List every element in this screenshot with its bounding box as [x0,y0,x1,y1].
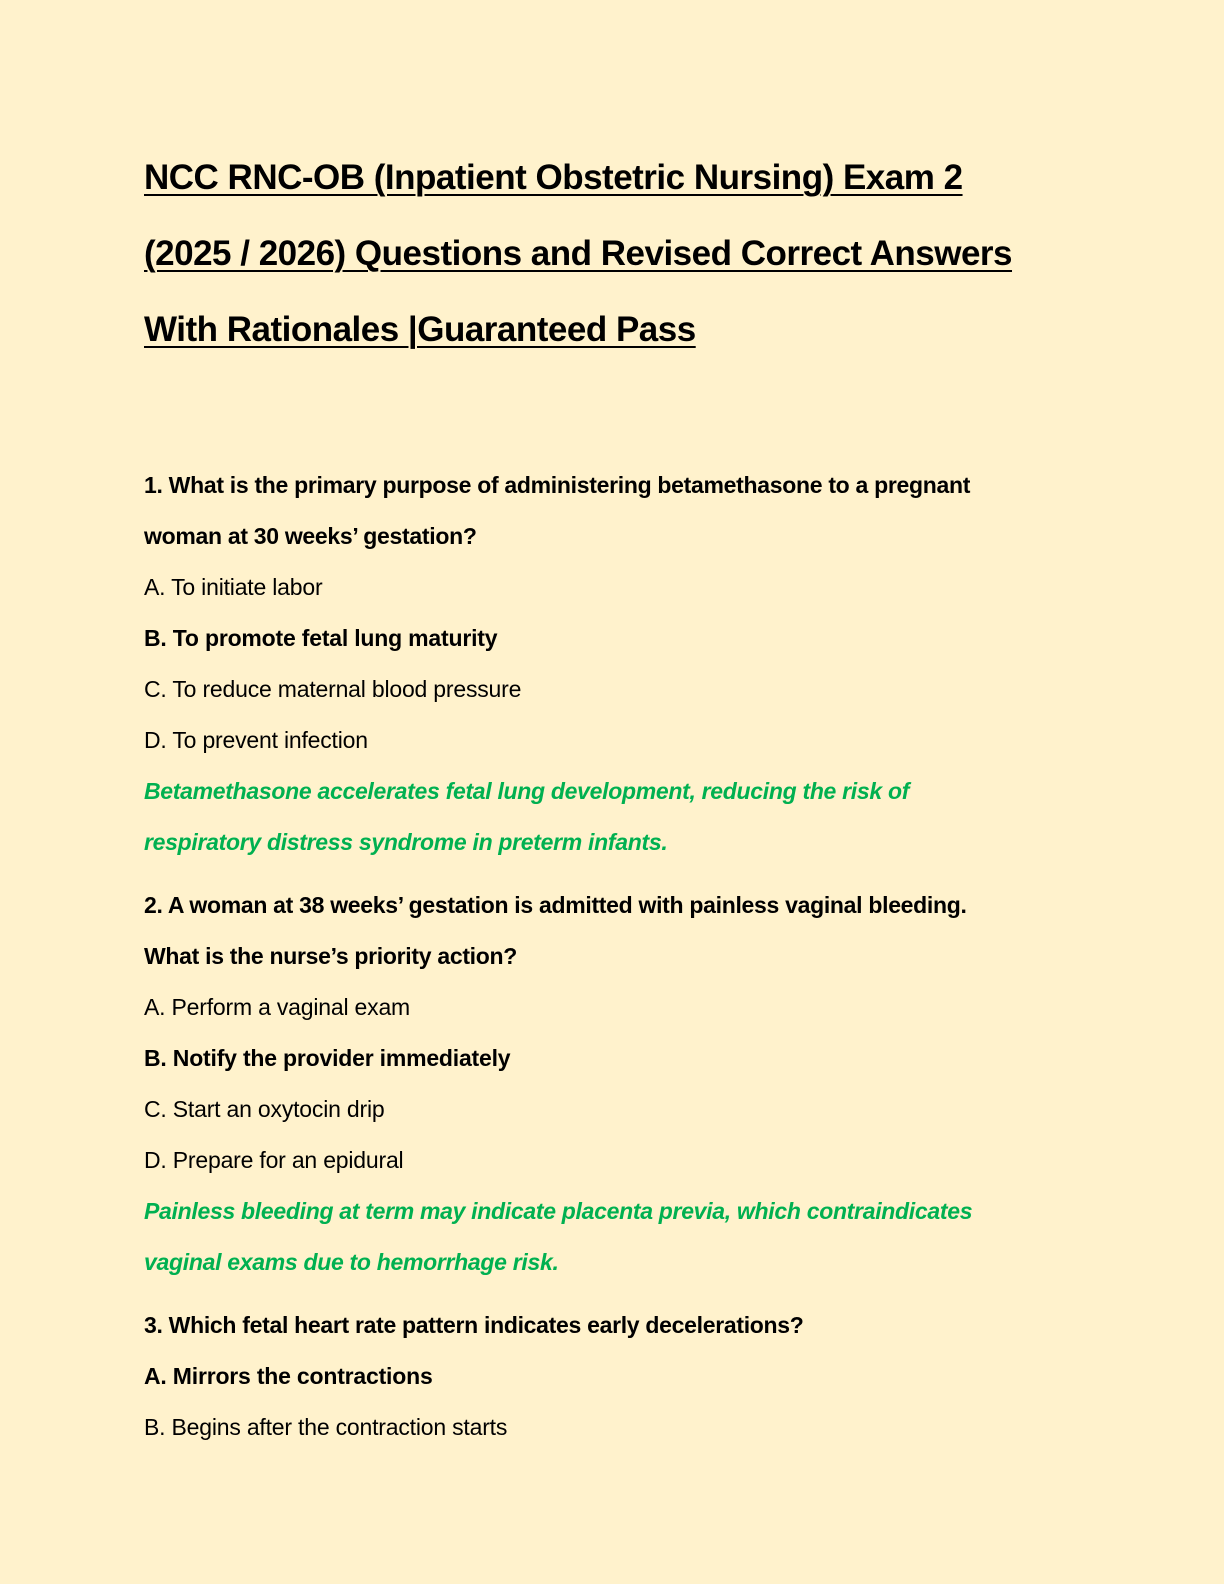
question-3 [144,1300,1084,1453]
answer-option-a: A. Perform a vaginal exam [144,994,411,1020]
question-stem-line: 1. What is the primary purpose of administering betamethasone to a pregnant [144,472,971,498]
document-page [144,140,1084,1465]
answer-option-c: C. To reduce maternal blood pressure [144,676,522,702]
question-list [144,460,1084,1453]
question-stem-line: 2. A woman at 38 weeks’ gestation is admitted with painless vaginal bleeding. [144,892,967,918]
rationale [144,1186,1084,1288]
question-stem-line: 3. Which fetal heart rate pattern indicates early decelerations? [144,1312,804,1338]
question-stem [144,1300,1084,1351]
document-title [144,140,1084,368]
answer-option-a: A. To initiate labor [144,574,323,600]
answer-option-a-correct: A. Mirrors the contractions [144,1363,433,1389]
answer-option-d: D. Prepare for an epidural [144,1147,404,1173]
answer-option-b: B. Begins after the contraction starts [144,1414,508,1440]
question-stem [144,880,1084,982]
rationale-line: Painless bleeding at term may indicate placenta previa, which contraindicates [144,1198,973,1224]
rationale-line: vaginal exams due to hemorrhage risk. [144,1249,559,1275]
rationale [144,766,1084,868]
title-line-2: (2025 / 2026) Questions and Revised Correct Answers [144,234,1013,273]
question-2 [144,880,1084,1288]
answer-option-c: C. Start an oxytocin drip [144,1096,385,1122]
rationale-line: respiratory distress syndrome in preterm infants. [144,829,668,855]
rationale-line: Betamethasone accelerates fetal lung development, reducing the risk of [144,778,910,804]
answer-option-b-correct: B. Notify the provider immediately [144,1045,511,1071]
question-stem-line: woman at 30 weeks’ gestation? [144,523,477,549]
answer-option-d: D. To prevent infection [144,727,368,753]
title-line-3: With Rationales |Guaranteed Pass [144,310,696,349]
title-line-1: NCC RNC-OB (Inpatient Obstetric Nursing) Exam 2 [144,158,963,197]
question-stem [144,460,1084,562]
answer-option-b-correct: B. To promote fetal lung maturity [144,625,498,651]
question-stem-line: What is the nurse’s priority action? [144,943,518,969]
question-1 [144,460,1084,868]
